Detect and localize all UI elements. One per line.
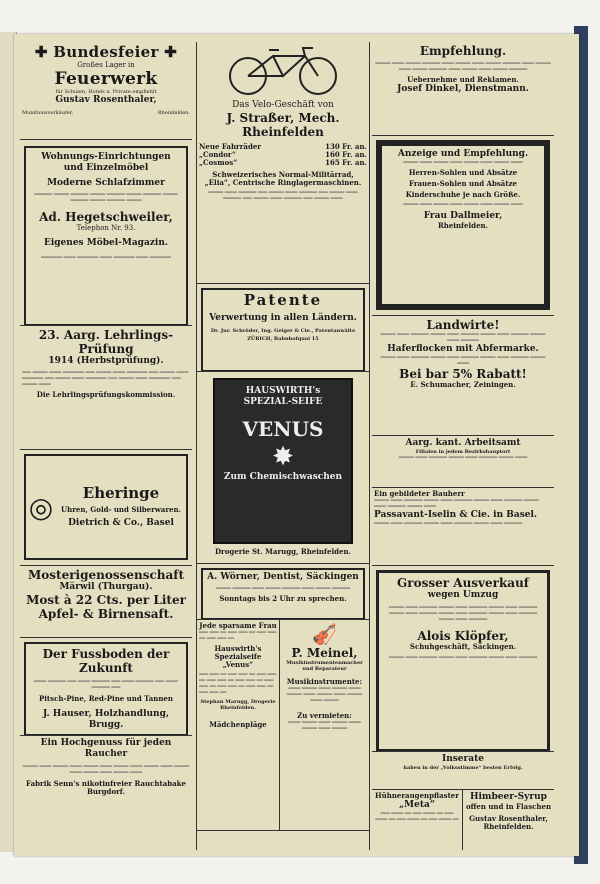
ad-most [20,566,192,638]
ad-brand: VENUS [242,417,324,441]
ad-title: Wohnungs-Einrichtungen [41,152,171,162]
ad-name: Gustav Rosenthaler, [55,95,157,105]
price-label: Neue Fahrräder [199,142,261,151]
ad-title: Landwirte! [426,318,500,332]
ad-headline: Feuerwerk [54,69,158,89]
ad-title: Patente [243,291,323,309]
ad-text: Dr. Jur. Schröder, Ing. Geiger & Cie., Patentanwälte [210,328,356,334]
ad-name: E. Schumacher, Zeiningen. [410,380,516,389]
violin-icon: 🎻 [312,622,337,646]
ad-title: Der Fussboden der Zukunft [42,647,170,675]
ad-text: Uhren, Gold- und Silberwaren. [61,505,181,514]
ad-text: Pitsch-Pine, Red-Pine und Tannen [39,694,173,703]
ad-name: J. Straßer, Mech. Rheinfelden [226,111,340,139]
ad-title: Ein Hochgenuss für jeden Raucher [40,738,172,759]
ad-title: Mosterigenossenschaft [28,568,184,582]
ad-footer-right: Rheinfelden. [157,110,190,116]
ad-name: Frau Dallmeier, [423,211,503,221]
ad-text: Uebernehme und Reklamen. [407,75,519,84]
ad-title: Aarg. kant. Arbeitsamt [405,438,521,448]
ad-text: 1914 (Herbstprüfung). [48,356,164,366]
ad-himbeer [463,790,554,850]
bottom-split [197,620,369,831]
ad-title: Jede sparsame Frau [199,621,277,630]
ad-text: Verwertung in allen Ländern. [209,313,357,323]
ad-text: für Schulen, Hotels u. Private empfiehlt [55,89,157,95]
swiss-cross-icon: ✚ [34,43,48,61]
ad-pflaster: Hühneraugenpflaster „Meta“ ═══ ════ ══ ═══ ════ ══ ═══ ════ ══ ═══ ════ ══ ═══ ════ ══ [372,790,463,850]
ad-woerner: A. Wörner, Dentist, Säckingen ═════ ══════ ════ ═════ ══════ ════ ═════ ══════ Sonntags bis 2 Uhr zu sprechen. [197,564,369,620]
column-right [372,42,554,850]
ad-bundesfeier [20,42,192,140]
ad-ausverkauf: Grosser Ausverkauf wegen Umzug ═════ ════ ══════ ═════ ════ ══════ ═════ ════ ══════ ═════ ════ ══════ ═════ ════ ══════ ═════ ════ ══════ ═════ ════ ══════ Alois Klöpfer, Schuhgeschäft, Säckingen. ═════ ════ ══════ ═════ ════ ══════ ═════ ════ ══════ [372,566,554,752]
ad-text: wegen Umzug [427,590,499,600]
ad-title: Zu vermieten: [297,711,352,720]
ad-name: Josef Dinkel, Dienstmann. [397,84,529,94]
ad-title: Inserate [441,754,484,764]
ad-anzeige: Anzeige und Empfehlung. ═════ ════ ═════ ════ ═════ ════ ═════ ════ Herren-Sohlen und Absätze Frauen-Sohlen und Absätze Kinderschuhe je nach Größe. ═════ ════ ═════ ════ ═════ ════ ═════ ════ Frau Dallmeier, Rheinfelden. [372,136,554,316]
ad-lehrlings: 23. Aarg. Lehrlings-Prüfung 1914 (Herbstprüfung). ═══ ═════ ════ ═══════ ═══ ═════ ════ ═══════ ═══ ═════ ════ ═══════ ═══ ═════ ════ ═══════ ═══ ═════ ════ ═══════ ═══ ═════ ════ Die Lehrlingsprüfungskommission. [20,326,192,450]
column-left [20,42,192,850]
ad-text: Herren-Sohlen und Absätze [408,168,518,177]
ad-text: offen und in Flaschen [465,802,552,811]
ad-title: Eheringe [82,484,160,502]
ad-text: „Elia“, Centrische Ringlagermaschinen. [204,178,362,187]
price-value: 130 Fr. an. [325,142,367,151]
bicycle-icon [223,44,343,96]
ad-name: Dietrich & Co., Basel [68,518,174,528]
ad-text: Frauen-Sohlen und Absätze [408,179,518,188]
ad-spar: Jede sparsame Frau ═══ ═══ ══ ═══ ═══ ══ ═══ ═══ ══ ═══ ═══ ══ Hauswirth's Spezialseife „Venus“ ═══ ═══ ══ ═══ ═══ ══ ═══ ═══ ══ ═══ ═══ ══ ═══ ═══ ══ ═══ ═══ ══ ═══ ═══ ══ ═══ ═══ ══ ═══ ═══ ══ Stephan Marugg, Drogerie Rheinfelden. Mädchenpläge [197,620,280,830]
price-label: „Cosmos“ [199,158,238,167]
ad-text: ZÜRICH, Bahnhofquai 15 [247,336,319,342]
ad-text: Sonntags bis 2 Uhr zu sprechen. [219,594,347,603]
ad-title: und Einzelmöbel [63,163,149,173]
ad-text: Filialen in jedem Bezirkshauptort [415,449,511,455]
ad-velo: Das Velo-Geschäft von J. Straßer, Mech. Rheinfelden Neue Fahrräder 130 Fr. an. „Condor“ 160 Fr. an. „Cosmos“ 165 Fr. an. Schweizerisches Normal-Militärrad, „Elia“, Centrische Ringlagermaschinen. ═════ ════ ══════ ═══ ═════ ════ ══════ ═══ ═════ ════ ══════ ═══ ═════ ════ ══════ ═══ ═════ ════ [197,42,369,284]
ad-name: A. Wörner, Dentist, Säckingen [207,572,359,582]
ad-patente [197,284,369,372]
ring-icon: ◎ [28,490,54,524]
ad-title: Empfehlung. [419,44,507,58]
ad-fussboden: Der Fussboden der Zukunft ════ ══════ ═══ ════ ══════ ═══ ════ ══════ ═══ ════ ══════ ═══ Pitsch-Pine, Red-Pine und Tannen J. Hauser, Holzhandlung, Brugg. [20,638,192,736]
book [0,18,590,868]
ad-text: HAUSWIRTH's [245,386,321,396]
ad-text: SPEZIAL-SEIFE [243,397,323,407]
ad-name: Alois Klöpfer, [417,629,509,643]
price-value: 160 Fr. an. [325,150,367,159]
ad-name: P. Meinel, [291,646,358,660]
ad-footer: Stephan Marugg, Drogerie Rheinfelden. [200,699,276,711]
ad-text: Zum Chemischwaschen [223,472,343,482]
ad-text: Haferflocken mit Abfermarke. [387,344,539,354]
ad-hochgenuss: Ein Hochgenuss für jeden Raucher ═════ ════ ═════ ════ ═════ ════ ═════ ════ ═════ ════ ═════ ════ ═════ ════ ═════ ════ Fabrik Senn's nikotinfreier Rauchtabake Burgdorf. [22,738,190,796]
ad-text: Apfel- & Birnensaft. [38,607,174,621]
ad-passavant: Ein gebildeter Bauherr ═════ ════ ══════ ═════ ════ ══════ ═════ ════ ══════ ═════ ════ ══════ ═════ ════ Passavant-Iselin & Cie. in Basel. ═════ ════ ══════ ═════ ════ ══════ ═════ ════ ══════ [372,488,554,566]
ad-name: J. Hauser, Holzhandlung, Brugg. [42,709,170,730]
ad-text: Märwil (Thurgau). [59,582,153,592]
column-middle [196,42,370,850]
ad-offer: Bei bar 5% Rabatt! [399,367,527,381]
ad-text: Eigenes Möbel-Magazin. [43,238,169,248]
ad-name: Passavant-Iselin & Cie. in Basel. [374,510,538,520]
ad-phone: Telephon Nr. 93. [76,224,136,232]
ad-footer: Die Lehrlingsprüfungskommission. [36,390,176,399]
ad-eheringe [20,450,192,566]
ad-title-text: Bundesfeier [53,43,159,61]
ad-title: Musikinstrumente: [286,677,363,686]
ad-inserate [372,752,554,790]
ad-text: haben in der „Volksstimme“ besten Erfolg. [403,765,523,771]
newspaper-page [14,34,579,856]
ad-title: 23. Aarg. Lehrlings-Prüfung [38,328,174,356]
ad-offer: Most à 22 Cts. per Liter [26,593,186,607]
ad-brand: Hauswirth's Spezialseife „Venus“ [214,644,262,669]
ad-kant: Aarg. kant. Arbeitsamt Filialen in jedem Bezirkshauptort ═════ ════ ══════ ═════ ════ ══════ ═════ ════ [372,436,554,488]
ad-name: Ad. Hegetschweiler, [39,210,173,224]
ad-footer: Drogerie St. Marugg, Rheinfelden. [214,547,351,556]
ad-brand: „Meta“ [398,800,436,810]
swiss-cross-icon: ✚ [164,43,178,61]
ad-wohnungs: Wohnungs-Einrichtungen und Einzelmöbel Moderne Schlafzimmer ══════ ═════ ══════ ═════ ══════ ═════ ══════ ═════ ══════ ═════ ══════ ═════ Ad. Hegetschweiler, Telephon Nr. 93. Eigenes Möbel-Magazin. ═══════ ════ ═══════ ════ ═══════ ════ ═══════ [20,140,192,326]
ad-footer-left: Munitionsverkäufer, [22,110,74,116]
ad-title: Anzeige und Empfehlung. [397,149,529,159]
ad-title: Grosser Ausverkauf [397,576,529,590]
price-value: 165 Fr. an. [325,158,367,167]
ad-meinel: 🎻 P. Meinel, Musikinstrumentenmacher und Reparateur Musikinstrumente: ════ ═════ ════ ═════ ════ ═════ ════ ═════ ════ ═════ ════ ═════ Zu vermieten: ════ ═════ ════ ═════ ════ ═════ ════ ═════ [280,620,369,830]
ad-text: Großes Lager in [77,61,135,69]
ad-venus [197,372,369,564]
ad-title: Das Velo-Geschäft von [232,100,334,110]
ad-text: Schweizerisches Normal-Militärrad, [212,170,354,179]
ad-text: Kinderschuhe je nach Größe. [405,190,521,199]
ad-text: Ein gebildeter Bauherr [374,489,465,498]
price-row [199,159,367,167]
ad-name: Gustav Rosenthaler, Rheinfelden. [469,814,548,831]
ad-empfehlung: Empfehlung. ═════ ════ ═════ ══════ ════ ═════ ════ ═════ ══════ ════ ═════ ════ ═════ ══════ ════ ═════ ════ ═════ ══════ Uebernehme und Reklamen. Josef Dinkel, Dienstmann. [372,42,554,136]
ad-title [22,44,190,61]
ad-footer: Fabrik Senn's nikotinfreier Rauchtabake Burgdorf. [26,779,186,796]
bottom-split-right [372,790,554,850]
star-burst-icon: ✸ [272,442,294,472]
ad-landwirte: Landwirte! ═════ ════ ══════ ═════ ════ ══════ ═════ ════ ══════ ═════ ════ ══════ Haferflocken mit Abfermarke. ═════ ════ ══════ ═════ ════ ══════ ═════ ════ ══════ ═════ ════ Bei bar 5% Rabatt! E. Schumacher, Zeiningen. [372,316,554,436]
ad-title: Himbeer-Syrup [470,792,547,802]
price-label: „Condor“ [199,150,236,159]
ad-title: Hühneraugenpflaster [375,791,459,800]
ad-text: Schuhgeschäft, Säckingen. [409,642,517,651]
ad-text: Musikinstrumentenmacher und Reparateur [286,660,363,672]
ad-text: Moderne Schlafzimmer [47,178,165,188]
ad-address: Rheinfelden. [437,221,489,230]
ad-title: Mädchenpläge [209,720,267,729]
